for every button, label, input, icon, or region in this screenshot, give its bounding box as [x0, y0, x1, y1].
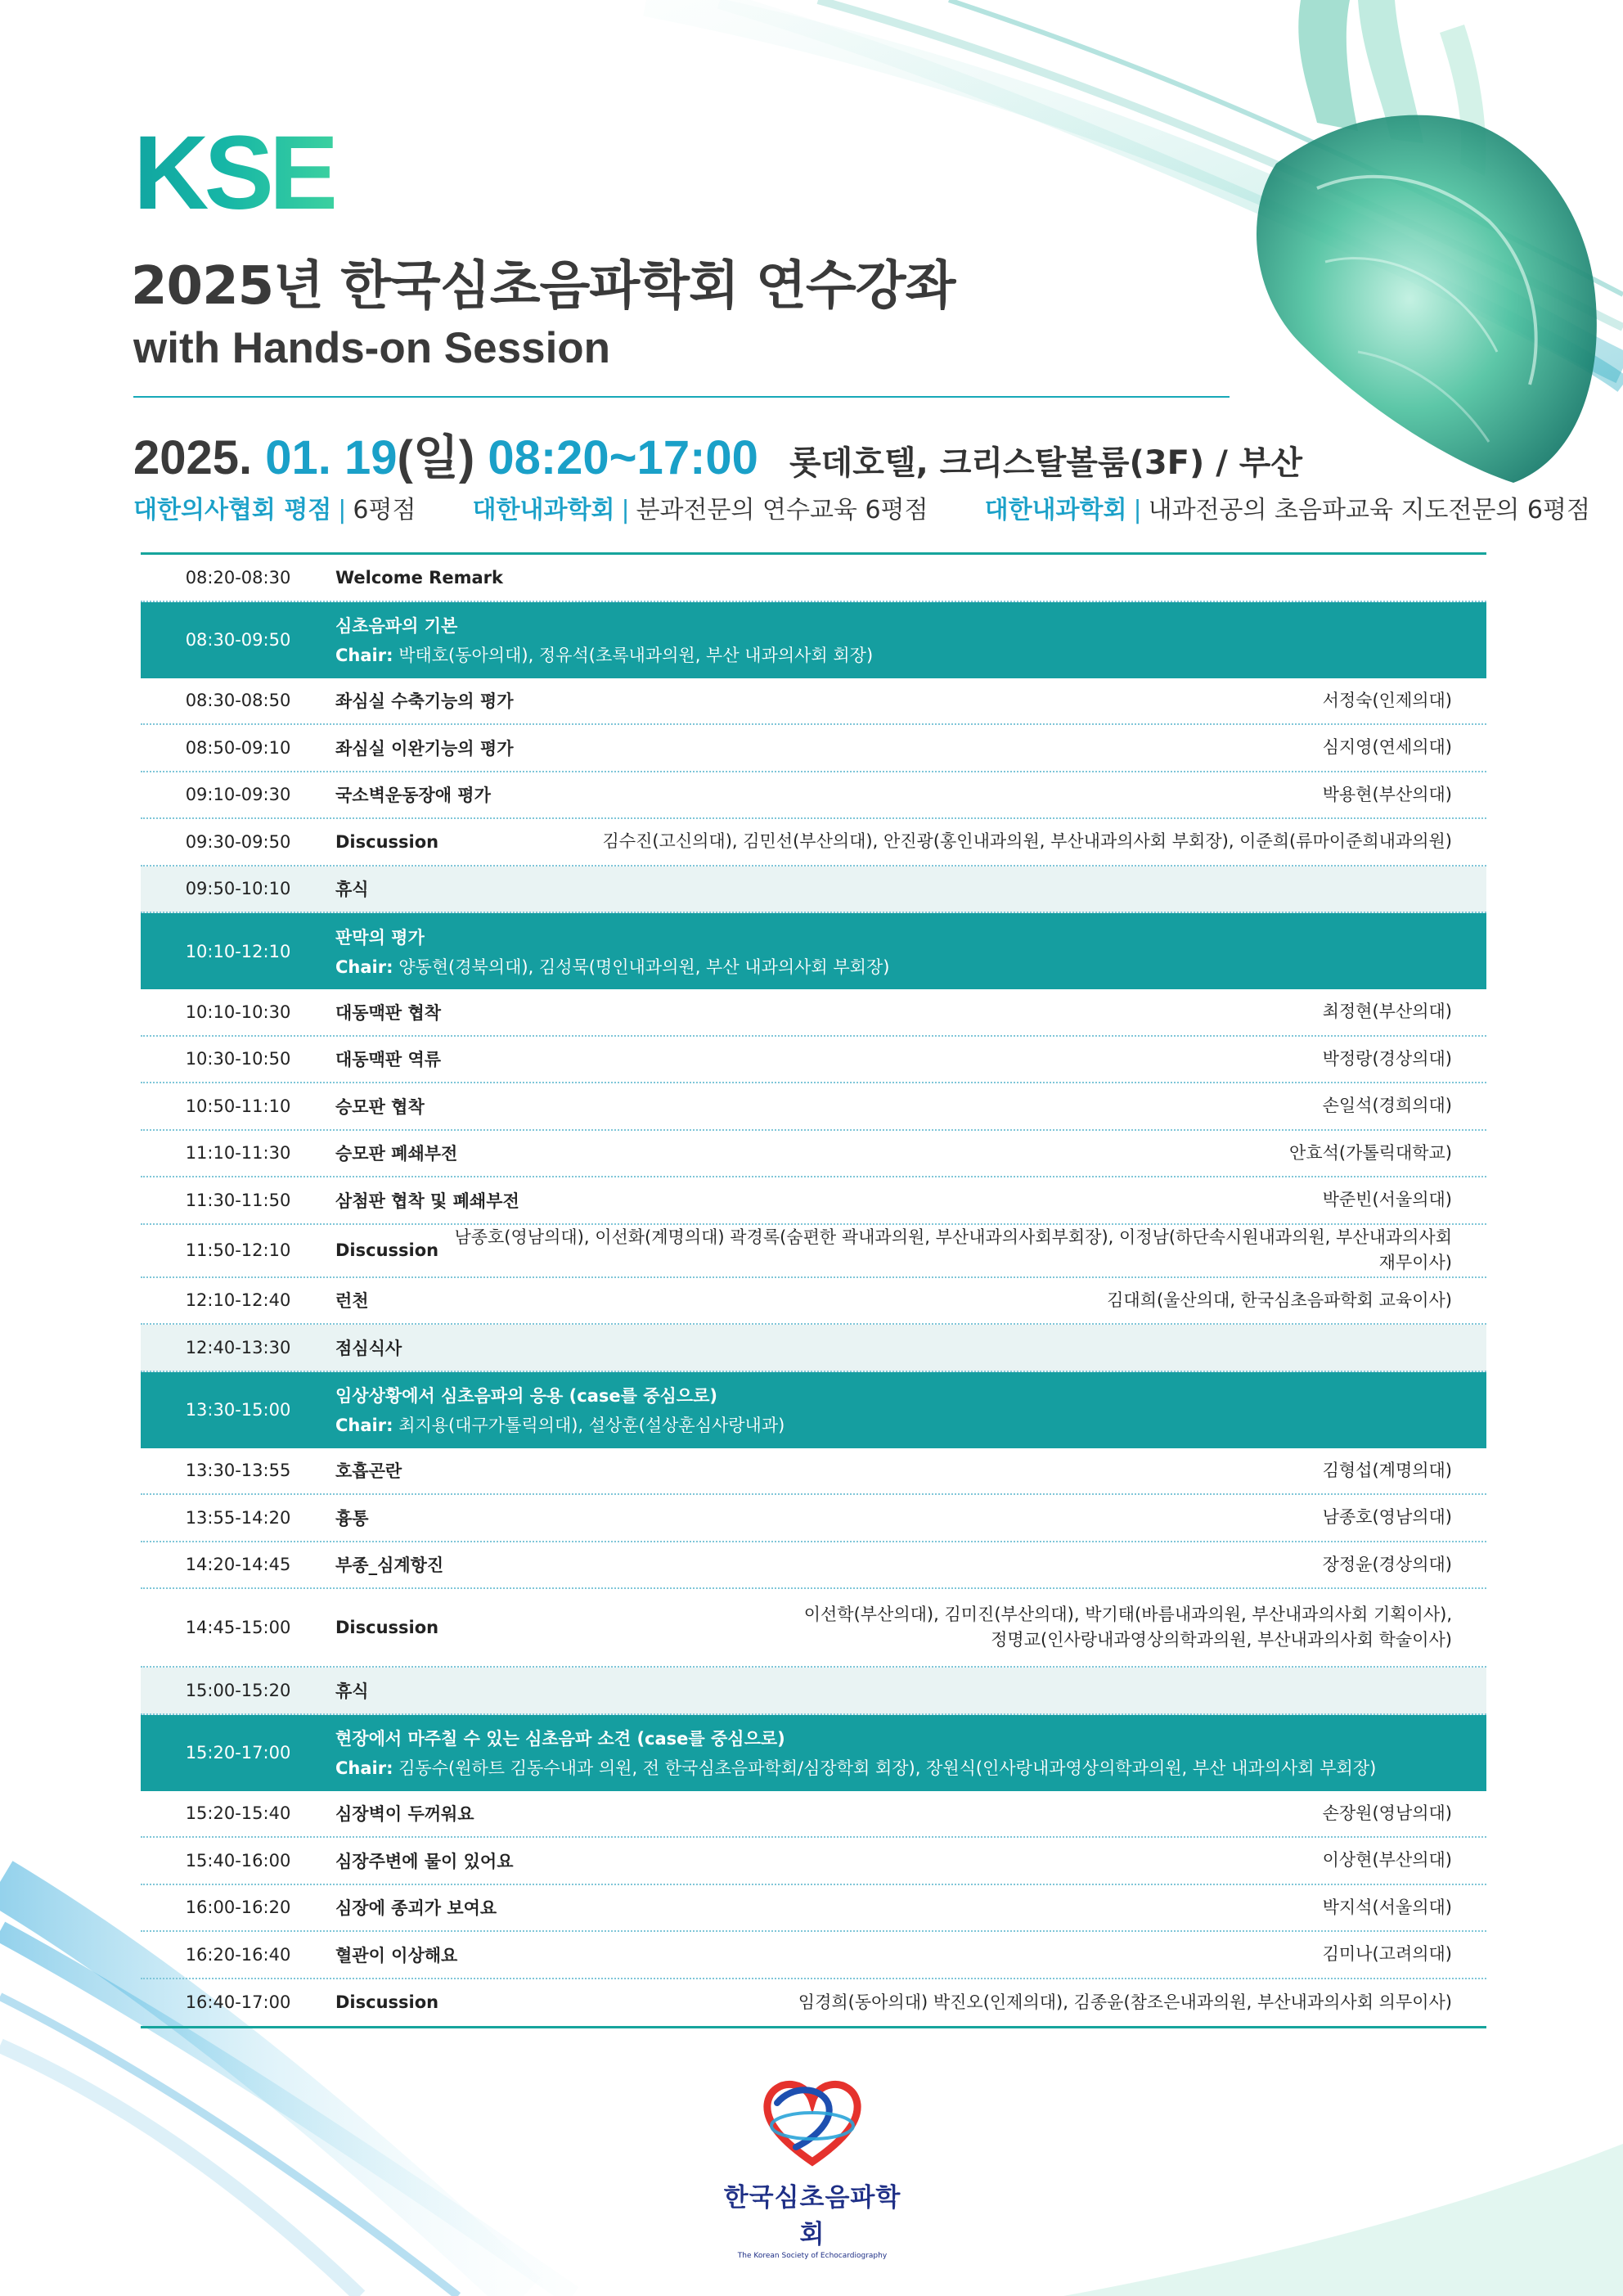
row-topic: 삼첨판 협착 및 폐쇄부전	[335, 1191, 519, 1211]
session-time: 08:30-09:50	[185, 630, 291, 650]
schedule-row	[141, 1979, 1486, 2027]
row-topic: 부종_심계항진	[335, 1555, 444, 1576]
session-title: 현장에서 마주칠 수 있는 심초음파 소견 (case를 중심으로)	[335, 1729, 785, 1749]
session-chair	[335, 1412, 785, 1437]
schedule-row	[141, 1791, 1486, 1839]
schedule-table	[141, 552, 1486, 2028]
session-time: 15:20-17:00	[185, 1743, 291, 1763]
session-chair	[335, 642, 873, 667]
schedule-row	[141, 1083, 1486, 1131]
row-time: 12:40-13:30	[185, 1337, 291, 1357]
row-time: 16:00-16:20	[185, 1898, 291, 1918]
row-speaker: 임경희(동아의대) 박진오(인제의대), 김종윤(참조은내과의원, 부산내과의사회 의무이사)	[798, 1992, 1452, 2012]
row-topic: Welcome Remark	[335, 567, 503, 588]
row-topic: 점심식사	[335, 1338, 402, 1358]
chair-names: 김동수(원하트 김동수내과 의원, 전 한국심초음파학회/심장학회 회장), 장원식(인사랑내과영상의학과의원, 부산 내과의사회 부회장)	[398, 1758, 1377, 1778]
row-speaker: 박정랑(경상의대)	[1322, 1048, 1452, 1069]
schedule-row	[141, 772, 1486, 820]
row-speaker: 김형섭(계명의대)	[1322, 1460, 1452, 1480]
bottom-right-wave	[1063, 2144, 1623, 2296]
row-topic: 휴식	[335, 880, 369, 900]
credit-detail: 내과전공의 초음파교육 지도전문의 6평점	[1148, 496, 1590, 524]
row-topic: 승모판 협착	[335, 1096, 425, 1117]
credit-org: 대한내과학회	[984, 496, 1127, 524]
schedule-row	[141, 989, 1486, 1037]
event-year: 2025.	[133, 431, 253, 484]
row-speaker: 박준빈(서울의대)	[1322, 1190, 1452, 1209]
row-speaker: 김수진(고신의대), 김민선(부산의대), 안진광(홍인내과의원, 부산내과의사회 부회장), 이준희(류마이준희내과의원)	[602, 831, 1452, 851]
row-speaker: 이상현(부산의대)	[1322, 1850, 1452, 1870]
row-speaker: 안효석(가톨릭대학교)	[1289, 1142, 1452, 1163]
break-row	[141, 867, 1486, 914]
chair-label: Chair:	[335, 1758, 393, 1778]
row-time: 15:00-15:20	[185, 1680, 291, 1700]
row-topic: Discussion	[335, 1992, 439, 2013]
session-info	[335, 1726, 1376, 1780]
row-speaker: 남종호(영남의대)	[1322, 1507, 1452, 1527]
row-time: 08:50-09:10	[185, 737, 291, 758]
row-speaker: 남종호(영남의대), 이선화(계명의대) 곽경록(숨편한 곽내과의원, 부산내과의사회부회장), 이정남(하단속시원내과의원, 부산내과의사회 재무이사)	[454, 1227, 1452, 1272]
chair-label: Chair:	[335, 957, 393, 977]
row-speaker: 손일석(경희의대)	[1322, 1096, 1452, 1115]
schedule-row	[141, 555, 1486, 602]
row-topic: 좌심실 이완기능의 평가	[335, 738, 514, 759]
row-time: 16:40-17:00	[185, 1992, 291, 2013]
row-topic: Discussion	[335, 1618, 439, 1637]
credit-detail: 6평점	[353, 496, 416, 524]
event-venue: 롯데호텔, 크리스탈볼룸(3F) / 부산	[789, 444, 1303, 482]
chair-names: 박태호(동아의대), 정유석(초록내과의원, 부산 내과의사회 회장)	[398, 646, 874, 665]
row-speaker: 박용현(부산의대)	[1322, 784, 1452, 804]
session-title: 판막의 평가	[335, 927, 425, 948]
row-speaker: 서정숙(인제의대)	[1322, 690, 1452, 710]
row-topic: Discussion	[335, 831, 439, 852]
chair-names: 양동현(경북의대), 김성묵(명인내과의원, 부산 내과의사회 부회장)	[398, 957, 890, 977]
session-title: 임상상황에서 심초음파의 응용 (case를 중심으로)	[335, 1386, 717, 1406]
schedule-row	[141, 1885, 1486, 1933]
row-speaker: 손장원(영남의대)	[1322, 1803, 1452, 1823]
session-info	[335, 925, 889, 979]
row-time: 11:50-12:10	[185, 1240, 291, 1260]
schedule-row	[141, 1448, 1486, 1496]
row-speaker: 심지영(연세의대)	[1322, 737, 1452, 757]
schedule-row	[141, 1495, 1486, 1542]
session-chair	[335, 954, 889, 979]
credit-org: 대한의사협회 평점	[133, 496, 332, 524]
row-time: 13:55-14:20	[185, 1507, 291, 1528]
row-topic: Discussion	[335, 1240, 439, 1260]
row-topic: 대동맥판 역류	[335, 1050, 442, 1070]
row-topic: 런천	[335, 1291, 369, 1312]
row-speaker: 김미나(고려의대)	[1322, 1944, 1452, 1964]
row-speaker: 김대희(울산의대, 한국심초음파학회 교육이사)	[1107, 1290, 1452, 1310]
schedule-row	[141, 1278, 1486, 1326]
row-time: 09:30-09:50	[185, 831, 291, 852]
schedule-row	[141, 1131, 1486, 1178]
credit-info: 대한의사협회 평점 | 6평점 대한내과학회 | 분과전문의 연수교육 6평점 대한내과학회 | 내과전공의 초음파교육 지도전문의 6평점	[133, 496, 1590, 524]
session-chair	[335, 1755, 1376, 1780]
credit-detail: 분과전문의 연수교육 6평점	[636, 496, 928, 524]
speaker-line: 정명교(인사랑내과영상의학과의원, 부산내과의사회 학술이사)	[991, 1630, 1452, 1650]
schedule-row	[141, 1589, 1486, 1668]
row-time: 09:10-09:30	[185, 785, 291, 805]
society-heart-logo-icon	[759, 2078, 865, 2168]
row-time: 10:10-10:30	[185, 1002, 291, 1022]
row-time: 14:20-14:45	[185, 1555, 291, 1575]
event-weekday: (일)	[397, 431, 475, 484]
row-time: 08:20-08:30	[185, 567, 291, 588]
row-time: 15:40-16:00	[185, 1850, 291, 1871]
row-topic: 대동맥판 협착	[335, 1002, 442, 1023]
credit-org: 대한내과학회	[472, 496, 615, 524]
chair-label: Chair:	[335, 646, 393, 665]
heart-illustration	[1257, 0, 1597, 483]
session-time: 10:10-12:10	[185, 941, 291, 961]
row-time: 10:50-11:10	[185, 1096, 291, 1116]
row-time: 11:10-11:30	[185, 1143, 291, 1164]
session-info	[335, 1383, 785, 1437]
schedule-row	[141, 1037, 1486, 1084]
row-time: 09:50-10:10	[185, 879, 291, 899]
row-topic: 호흡곤란	[335, 1461, 402, 1482]
session-header-row	[141, 913, 1486, 989]
row-time: 13:30-13:55	[185, 1461, 291, 1481]
society-logo	[722, 2078, 902, 2260]
page-title: 2025년 한국심초음파학회 연수강좌	[131, 256, 955, 317]
row-time: 10:30-10:50	[185, 1049, 291, 1069]
row-time: 11:30-11:50	[185, 1190, 291, 1210]
row-topic: 혈관이 이상해요	[335, 1945, 458, 1965]
schedule-row	[141, 1542, 1486, 1590]
row-time: 16:20-16:40	[185, 1944, 291, 1965]
break-row	[141, 1325, 1486, 1372]
row-time: 12:10-12:40	[185, 1290, 291, 1311]
society-name-korean: 한국심초음파학회	[723, 2183, 901, 2249]
schedule-row	[141, 819, 1486, 867]
row-topic: 심장주변에 물이 있어요	[335, 1851, 514, 1871]
break-row	[141, 1668, 1486, 1715]
schedule-row	[141, 1932, 1486, 1979]
schedule-row	[141, 1838, 1486, 1885]
row-topic: 승모판 폐쇄부전	[335, 1144, 458, 1164]
schedule-row	[141, 1177, 1486, 1225]
row-speaker	[438, 1602, 1486, 1654]
event-date: 01. 19	[265, 431, 398, 484]
row-time: 15:20-15:40	[185, 1803, 291, 1824]
brand-logo-text: KSE	[133, 115, 335, 232]
chair-label: Chair:	[335, 1416, 393, 1435]
session-title: 심초음파의 기본	[335, 616, 458, 636]
session-header-row	[141, 1372, 1486, 1448]
society-name-english: The Korean Society of Echocardiography	[737, 2252, 888, 2260]
row-topic: 흉통	[335, 1508, 369, 1528]
schedule-row	[141, 678, 1486, 726]
session-time: 13:30-15:00	[185, 1400, 291, 1420]
row-time: 14:45-15:00	[185, 1618, 291, 1637]
row-speaker: 박지석(서울의대)	[1322, 1897, 1452, 1917]
header-divider	[133, 396, 1230, 398]
chair-names: 최지용(대구가톨릭의대), 설상훈(설상훈심사랑내과)	[398, 1416, 785, 1435]
event-time: 08:20~17:00	[488, 431, 758, 484]
row-topic: 휴식	[335, 1681, 369, 1701]
event-info	[133, 419, 1302, 488]
row-topic: 심장에 종괴가 보여요	[335, 1898, 497, 1919]
row-speaker: 최정현(부산의대)	[1322, 1002, 1452, 1021]
schedule-row	[141, 725, 1486, 772]
session-header-row	[141, 602, 1486, 678]
schedule-row	[141, 1225, 1486, 1278]
row-time: 08:30-08:50	[185, 691, 291, 711]
row-topic: 심장벽이 두꺼워요	[335, 1804, 474, 1825]
row-speaker: 장정윤(경상의대)	[1322, 1554, 1452, 1574]
row-topic: 좌심실 수축기능의 평가	[335, 691, 514, 712]
speaker-line: 이선학(부산의대), 김미진(부산의대), 박기태(바름내과의원, 부산내과의사회 기획이사),	[803, 1604, 1452, 1624]
page-subtitle: with Hands-on Session	[133, 324, 611, 372]
session-info	[335, 613, 873, 667]
row-topic: 국소벽운동장애 평가	[335, 786, 491, 806]
session-header-row	[141, 1715, 1486, 1791]
